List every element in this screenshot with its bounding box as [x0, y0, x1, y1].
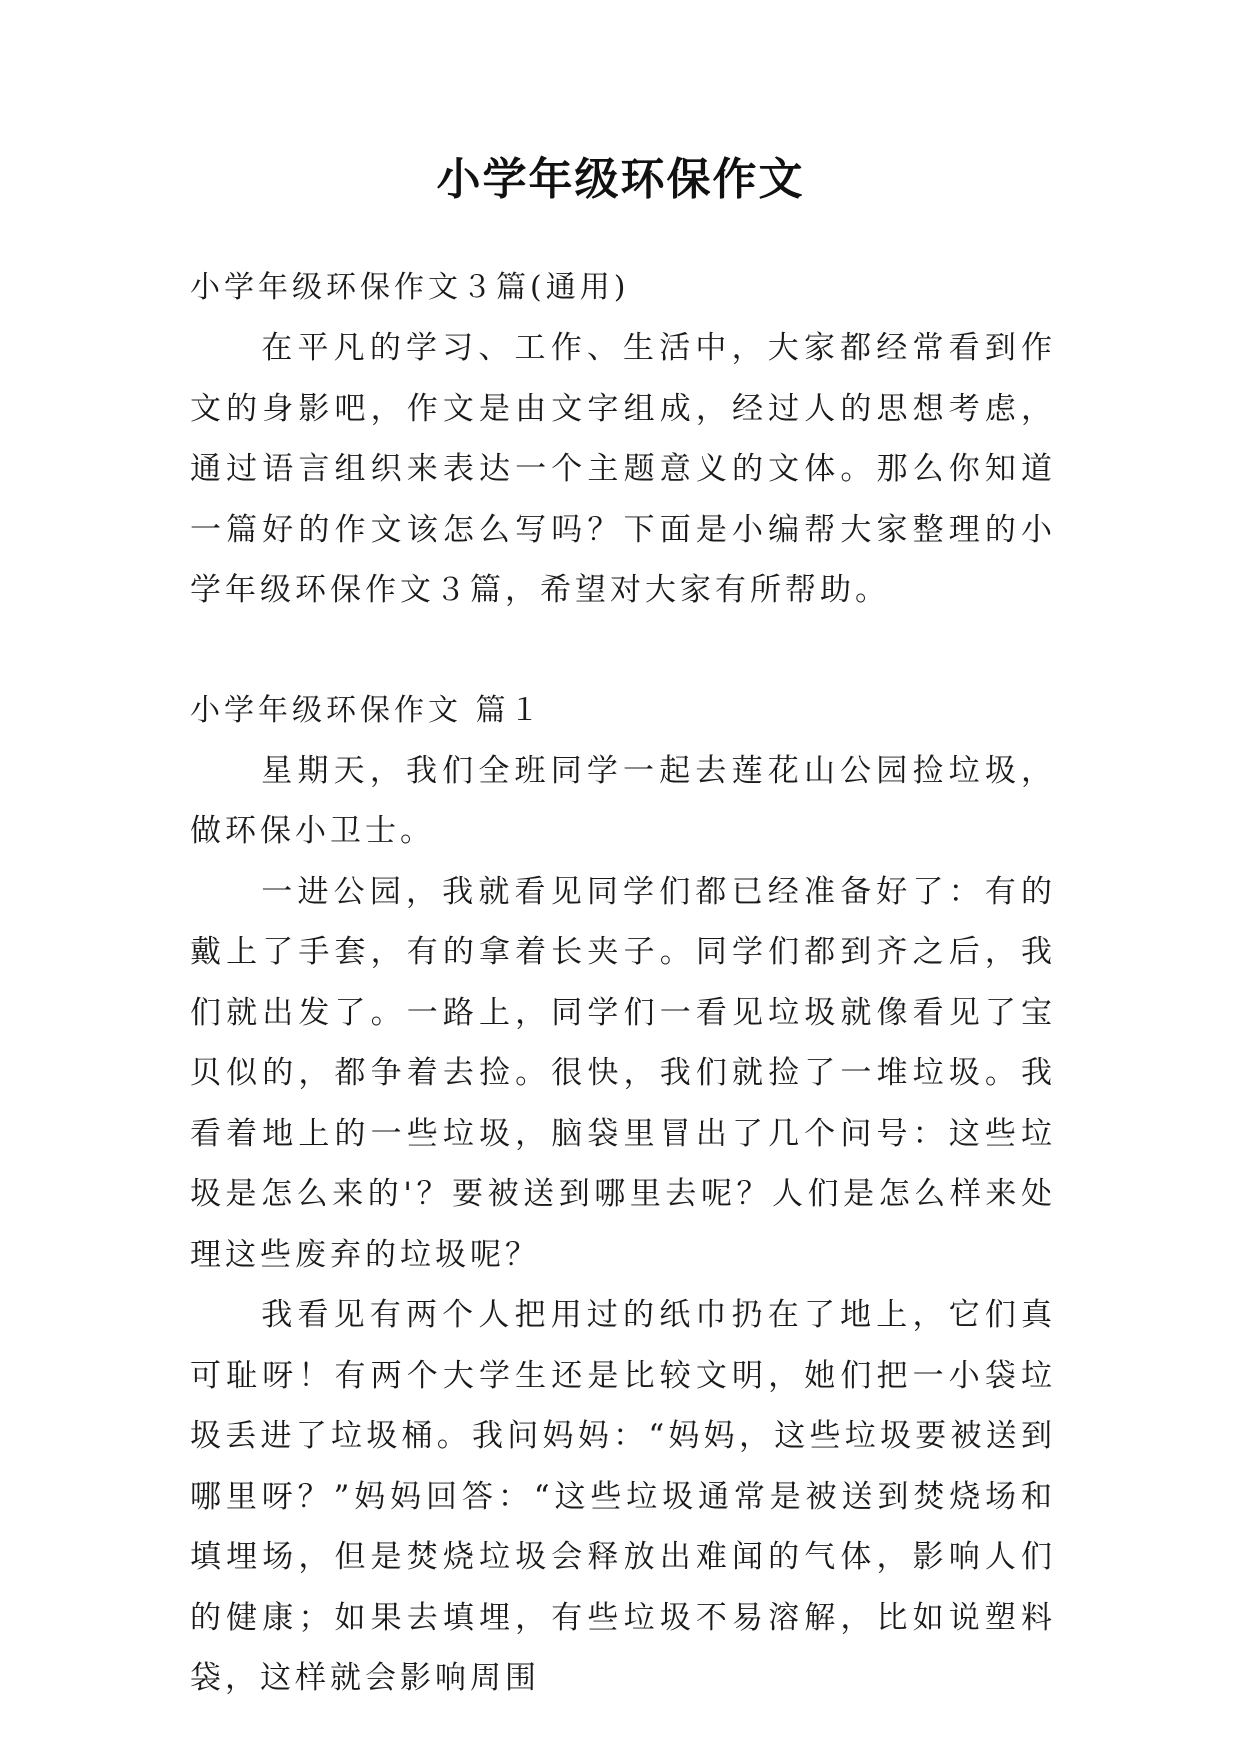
- body-paragraph: 一进公园，我就看见同学们都已经准备好了：有的戴上了手套，有的拿着长夹子。同学们都到齐之后，我们就出发了。一路上，同学们一看见垃圾就像看见了宝贝似的，都争着去捡。很快，我们就捡了一堆垃圾。我看着地上的一些垃圾，脑袋里冒出了几个问号：这些垃圾是怎么来的'？要被送到哪里去呢？人们是怎么样来处理这些废弃的垃圾呢？: [190, 873, 1056, 1273]
- document-body: [190, 258, 1056, 1709]
- section-heading: 小学年级环保作文 篇１: [190, 692, 544, 728]
- document-title: 小学年级环保作文: [436, 154, 805, 205]
- document-subtitle: 小学年级环保作文３篇(通用): [190, 270, 630, 305]
- intro-paragraph: 在平凡的学习、工作、生活中，大家都经常看到作文的身影吧，作文是由文字组成，经过人的思想考虑，通过语言组织来表达一个主题意义的文体。那么你知道一篇好的作文该怎么写吗？下面是小编帮大家整理的小学年级环保作文３篇，希望对大家有所帮助。: [190, 330, 1056, 608]
- body-paragraph: 我看见有两个人把用过的纸巾扔在了地上，它们真可耻呀！有两个大学生还是比较文明，她们把一小袋垃圾丢进了垃圾桶。我问妈妈：“妈妈，这些垃圾要被送到哪里呀？”妈妈回答：“这些垃圾通常是被送到焚烧场和填埋场，但是焚烧垃圾会释放出难闻的气体，影响人们的健康；如果去填埋，有些垃圾不易溶解，比如说塑料袋，这样就会影响周围: [190, 1297, 1056, 1696]
- body-paragraph: 星期天，我们全班同学一起去莲花山公园捡垃圾，做环保小卫士。: [190, 752, 1056, 849]
